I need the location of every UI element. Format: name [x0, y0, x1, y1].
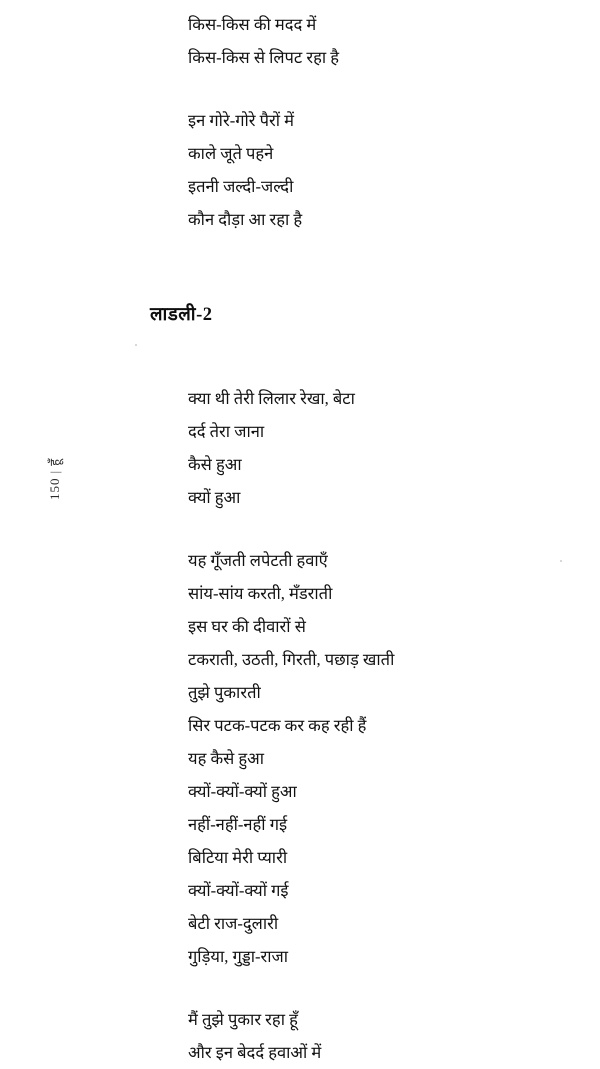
poem-text-column — [150, 0, 570, 1069]
heading-gap-after — [150, 332, 570, 382]
verse-line: काले जूते पहने — [188, 144, 274, 163]
stanza-gap — [150, 973, 570, 1003]
verse-line: सांय-सांय करती, मँडराती — [188, 584, 333, 603]
verse-line: दर्द तेरा जाना — [188, 422, 265, 441]
folio-word: हूँ — [47, 458, 62, 466]
poem-title: लाडली-2 — [150, 305, 213, 325]
stanza-5 — [150, 1003, 570, 1069]
verse-line: यह गूँजती लपेटती हवाएँ — [188, 551, 328, 570]
verse-line: कैसे हुआ — [188, 455, 242, 474]
verse-line: क्या थी तेरी लिलार रेखा, बेटा — [188, 389, 355, 408]
verse-line: किस-किस से लिपट रहा है — [188, 48, 340, 67]
stanza-4 — [150, 544, 570, 973]
verse-line: क्यों-क्यों-क्यों हुआ — [188, 782, 297, 801]
folio-number: 150 — [47, 477, 62, 501]
top-padding — [150, 0, 570, 8]
stanza-gap — [150, 514, 570, 544]
verse-line: सिर पटक-पटक कर कह रही हैं — [188, 716, 367, 735]
stanza-1 — [150, 8, 570, 74]
verse-line: टकराती, उठती, गिरती, पछाड़ खाती — [188, 650, 395, 669]
folio-separator: | — [47, 469, 62, 474]
stanza-gap — [150, 74, 570, 104]
verse-line: नहीं-नहीं-नहीं गई — [188, 815, 288, 834]
verse-line: बेटी राज-दुलारी — [188, 914, 279, 933]
verse-line: और इन बेदर्द हवाओं में — [188, 1043, 322, 1062]
verse-line: इस घर की दीवारों से — [188, 617, 306, 636]
verse-line: तुझे पुकारती — [188, 683, 261, 702]
verse-line: यह कैसे हुआ — [188, 749, 265, 768]
verse-line: इतनी जल्दी-जल्दी — [188, 177, 294, 196]
page-folio — [45, 439, 63, 519]
verse-line: इन गोरे-गोरे पैरों में — [188, 111, 295, 130]
verse-line: किस-किस की मदद में — [188, 15, 317, 34]
stanza-2 — [150, 104, 570, 236]
verse-line: कौन दौड़ा आ रहा है — [188, 210, 303, 229]
stanza-3 — [150, 382, 570, 514]
verse-line: क्यों हुआ — [188, 488, 241, 507]
verse-line: गुड़िया, गुड्डा-राजा — [188, 947, 289, 966]
heading-gap-before — [150, 236, 570, 298]
scan-speck — [135, 344, 137, 346]
verse-line: बिटिया मेरी प्यारी — [188, 848, 288, 867]
verse-line: क्यों-क्यों-क्यों गई — [188, 881, 289, 900]
verse-line: मैं तुझे पुकार रहा हूँ — [188, 1010, 298, 1029]
